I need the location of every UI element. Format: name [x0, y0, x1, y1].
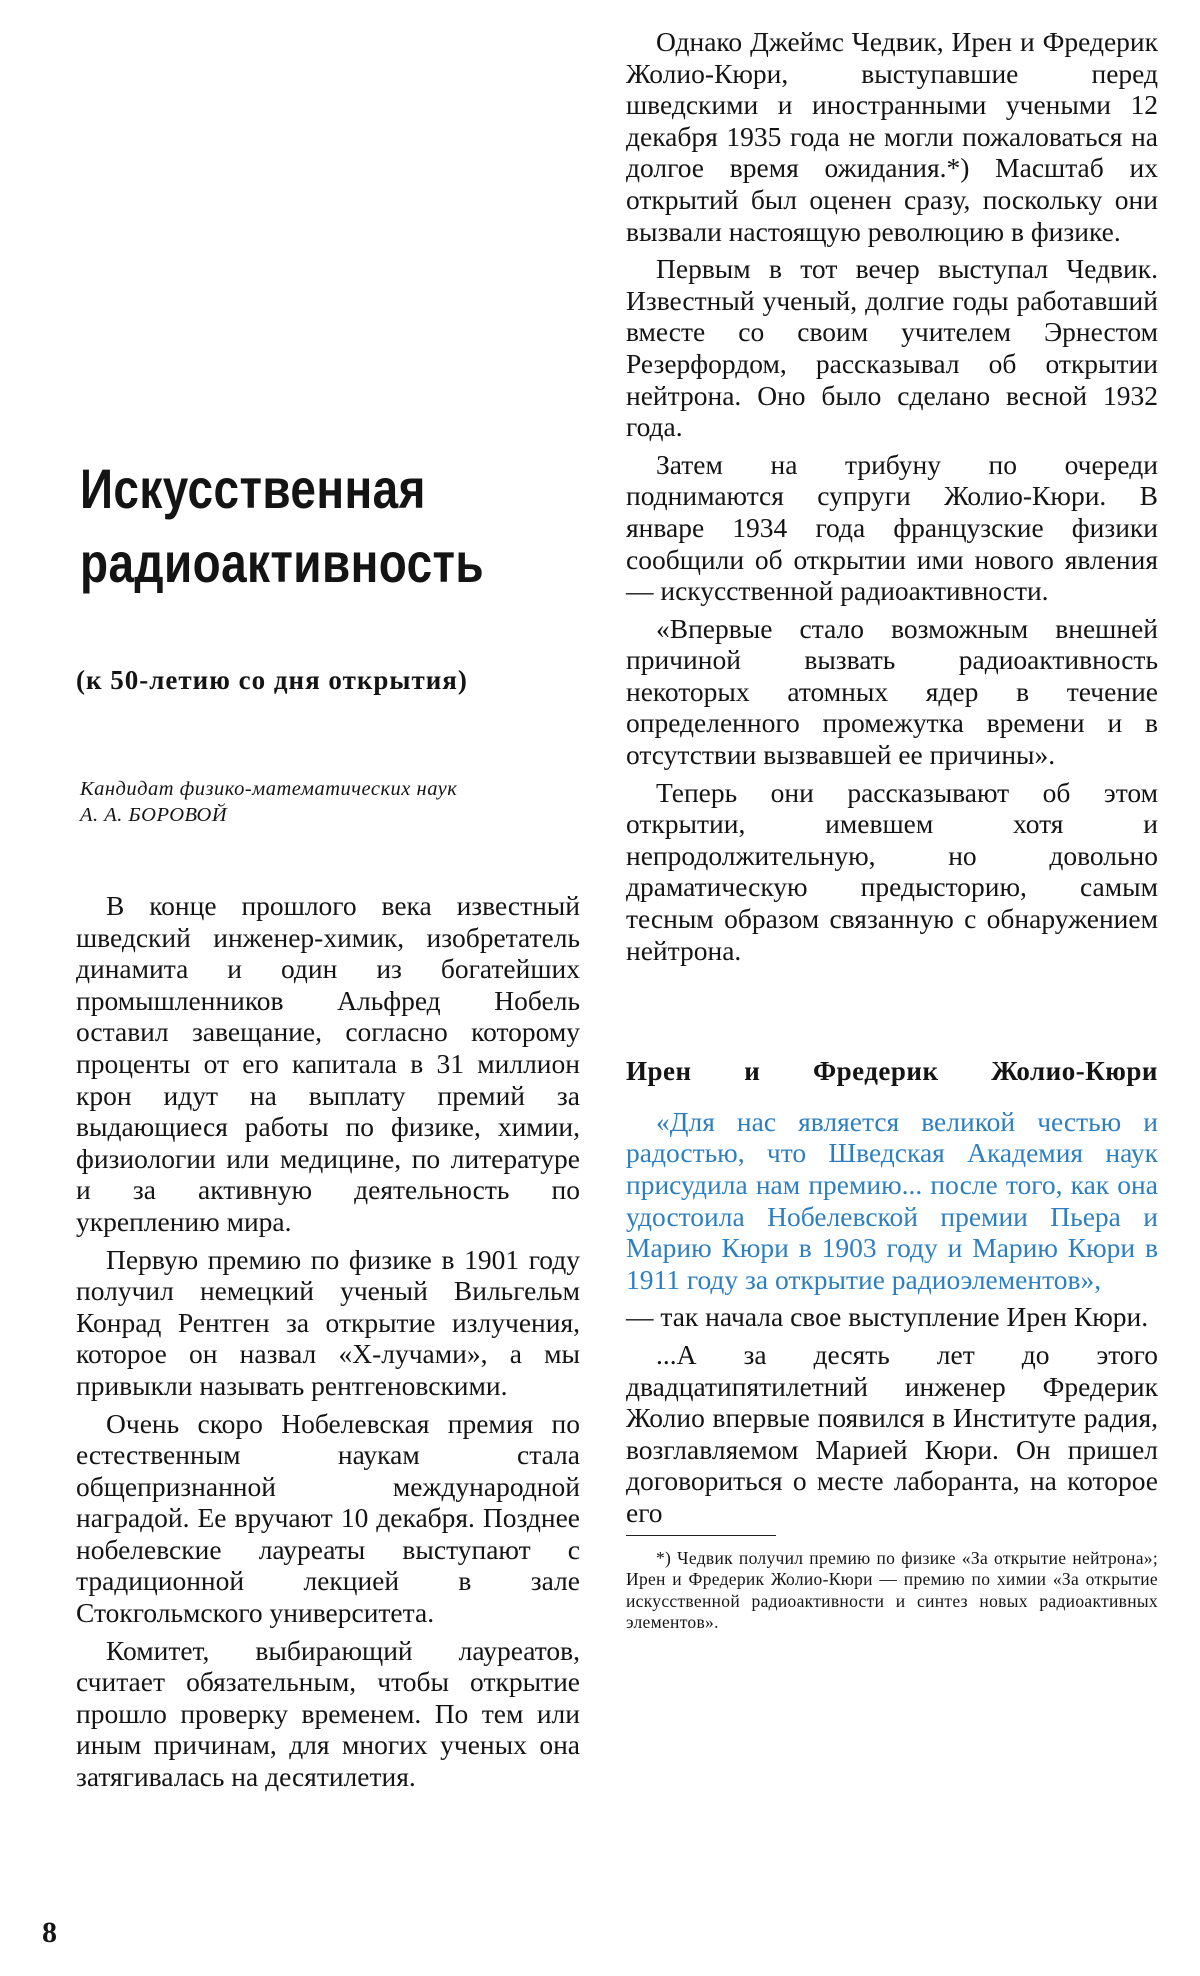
left-column	[76, 890, 580, 1799]
paragraph-nobel-ceremony: Очень скоро Нобелевская премия по естественным наукам стала общепризнанной международной наградой. Ее вручают 10 декабря. Позднее нобелевские лауреаты выступают с традиционной лекцией в зале Стокгольмского университета.	[76, 1407, 580, 1629]
footnote: *) Чедвик получил премию по физике «За открытие нейтрона»; Ирен и Фредерик Жолио-Кюри — премию по химии «За открытие искусственной радиоактивности и синтез новых радиоактивных элементов».	[626, 1547, 1158, 1633]
paragraph-joliot-curie-tribune: Затем на трибуну по очереди поднимаются супруги Жолио-Кюри. В январе 1934 года французские физики сообщили об открытии ими нового явления — искусственной радиоактивности.	[626, 448, 1158, 607]
title-line-1: Искусственная	[80, 457, 426, 520]
paragraph-irene-speech: — так начала свое выступление Ирен Кюри.	[626, 1301, 1149, 1333]
article-subtitle: (к 50-летию со дня открытия)	[76, 665, 468, 695]
footnote-divider	[626, 1535, 776, 1536]
page-number: 8	[42, 1916, 57, 1949]
nobel-speech-quote: «Для нас является великой честью и радостью, что Шведская Академия наук присудила нам премию... после того, как она удостоила Нобелевской премии Пьера и Марию Кюри в 1903 году и Марию Кюри в 1911 году за открытие радиоэлементов»,	[626, 1105, 1158, 1295]
section-heading: Ирен и Фредерик Жолио-Кюри	[626, 1056, 1158, 1087]
title-line-2: радиоактивность	[80, 531, 485, 594]
paragraph-prehistory: Теперь они рассказывают об этом открытии, имевшем хотя и непродолжительную, но довольно драматическую предысторию, самым тесным образом связанную с обнаружением нейтрона.	[626, 776, 1158, 966]
right-column	[626, 26, 1158, 1640]
paragraph-chadwick-joliot-curie: Однако Джеймс Чедвик, Ирен и Фредерик Жолио-Кюри, выступавшие перед шведскими и иностранными учеными 12 декабря 1935 года не могли пожаловаться на долгое время ожидания.*) Масштаб их открытий был оценен сразу, поскольку они вызвали настоящую революцию в физике.	[626, 26, 1158, 247]
author-byline	[80, 776, 600, 828]
paragraph-committee: Комитет, выбирающий лауреатов, считает обязательным, чтобы открытие прошло проверку временем. По тем или иным причинам, для многих ученых она затягивалась на десятилетия.	[76, 1634, 580, 1793]
author-degree: Кандидат физико-математических наук	[80, 778, 458, 800]
paragraph-first-physics-prize: Первую премию по физике в 1901 году получил немецкий ученый Вильгельм Конрад Рентген за открытие излучения, которое он назвал «X-лучами», а мы привыкли называть рентгеновскими.	[76, 1243, 580, 1401]
author-name: А. А. БОРОВОЙ	[80, 804, 228, 826]
paragraph-nobel-will: В конце прошлого века известный шведский инженер-химик, изобретатель динамита и один из богатейших промышленников Альфред Нобель оставил завещание, согласно которому проценты от его капитала в 31 миллион крон идут на выплату премий за выдающиеся работы по физике, химии, физиологии или медицине, по литературе и за активную деятельность по укреплению мира.	[76, 890, 580, 1237]
paragraph-frederic-joliot: ...А за десять лет до этого двадцатипятилетний инженер Фредерик Жолио впервые появился в Институте радия, возглавляемом Марией Кюри. Он пришел договориться о месте лаборанта, на которое его	[626, 1338, 1158, 1528]
paragraph-radioactivity-quote: «Впервые стало возможным внешней причиной вызвать радиоактивность некоторых атомных ядер в течение определенного промежутка времени и в отсутствии вызвавшей ее причины».	[626, 612, 1158, 771]
paragraph-chadwick-lecture: Первым в тот вечер выступал Чедвик. Известный ученый, долгие годы работавший вместе со своим учителем Эрнестом Резерфордом, рассказывал об открытии нейтрона. Оно было сделано весной 1932 года.	[626, 253, 1158, 443]
article-title	[80, 452, 506, 600]
